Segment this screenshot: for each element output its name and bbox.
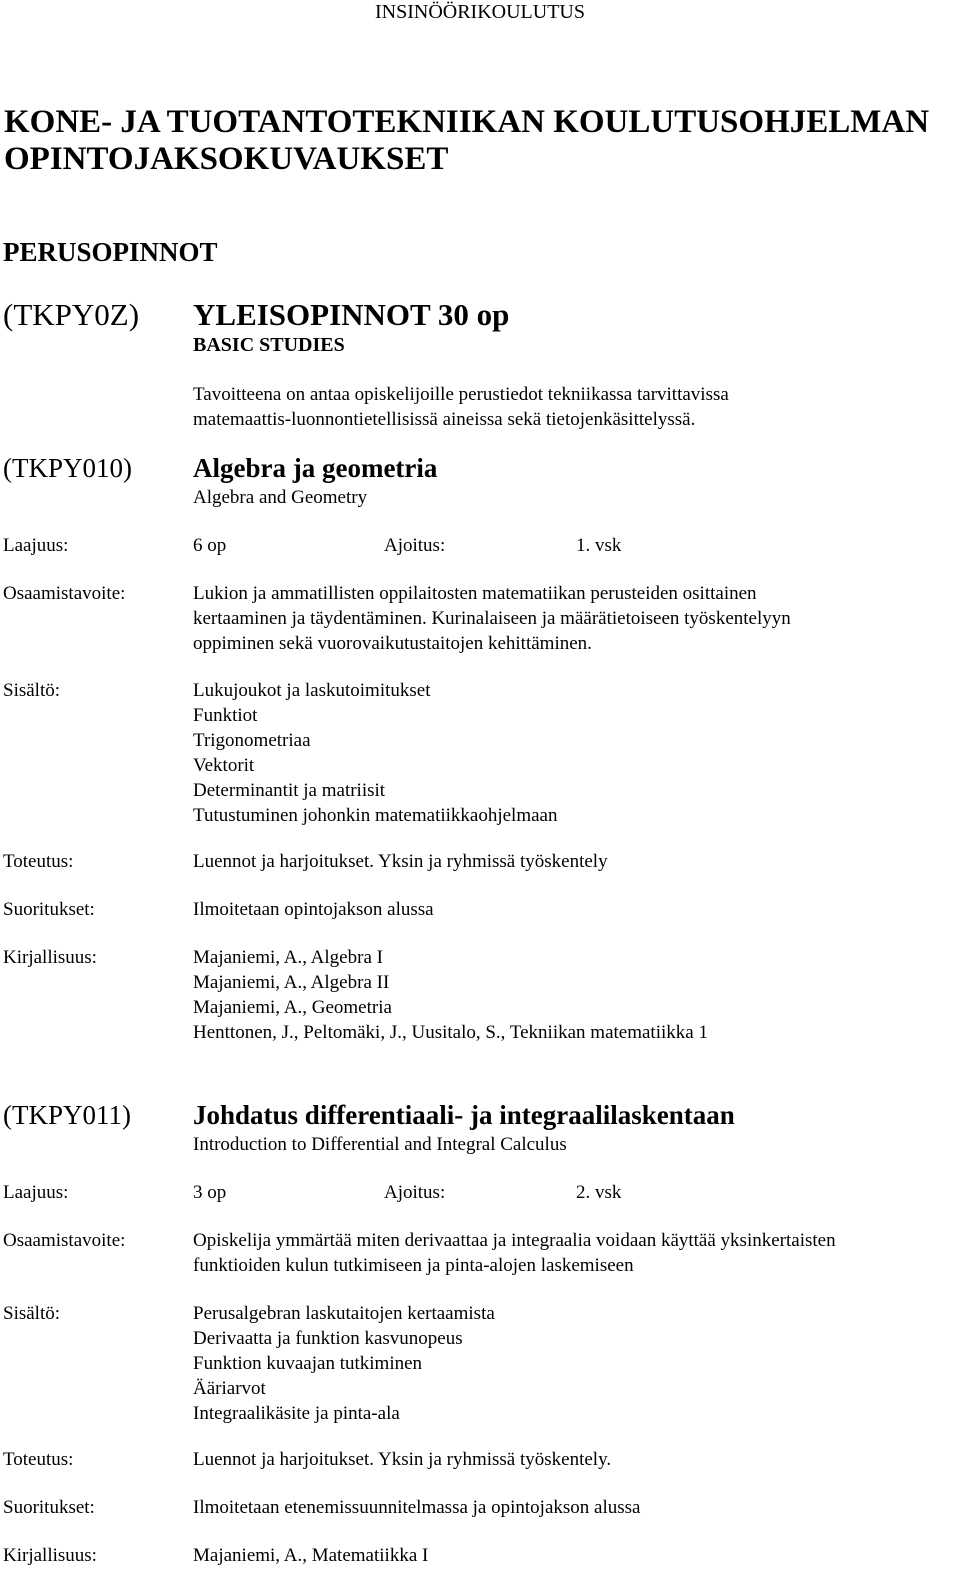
course-title: Algebra ja geometria xyxy=(193,453,438,483)
ajoitus-value: 2. vsk xyxy=(576,1182,622,1203)
osaamistavoite-line: kertaaminen ja täydentäminen. Kurinalaiseen ja määrätietoiseen työskentelyyn xyxy=(193,608,791,629)
sisalto-list xyxy=(193,678,557,828)
sisalto-item: Lukujoukot ja laskutoimitukset xyxy=(193,680,431,701)
kirjallisuus-list xyxy=(193,945,708,1045)
kirjallisuus-item: Majaniemi, A., Matematiikka I xyxy=(193,1545,429,1566)
kirjallisuus-item: Majaniemi, A., Algebra II xyxy=(193,972,390,993)
sisalto-label: Sisältö: xyxy=(3,680,61,701)
kirjallisuus-label: Kirjallisuus: xyxy=(3,1545,97,1566)
ajoitus-value: 1. vsk xyxy=(576,535,622,556)
sisalto-item: Trigonometriaa xyxy=(193,730,311,751)
kirjallisuus-item: Henttonen, J., Peltomäki, J., Uusitalo, S., Tekniikan matematiikka 1 xyxy=(193,1022,708,1043)
course-code: (TKPY011) xyxy=(3,1100,131,1130)
osaamistavoite-text xyxy=(193,581,791,656)
group-title: YLEISOPINNOT 30 op xyxy=(193,297,510,332)
laajuus-value: 6 op xyxy=(193,535,227,556)
document-title-line-1: KONE- JA TUOTANTOTEKNIIKAN KOULUTUSOHJELMAN xyxy=(4,104,930,140)
suoritukset-value: Ilmoitetaan etenemissuunnitelmassa ja opintojakson alussa xyxy=(193,1497,641,1518)
osaamistavoite-line: Lukion ja ammatillisten oppilaitosten matematiikan perusteiden osittainen xyxy=(193,583,757,604)
sisalto-item: Funktiot xyxy=(193,705,258,726)
document-title xyxy=(4,104,929,178)
osaamistavoite-line: funktioiden kulun tutkimiseen ja pinta-alojen laskemiseen xyxy=(193,1255,634,1276)
laajuus-value: 3 op xyxy=(193,1182,227,1203)
osaamistavoite-line: oppiminen sekä vuorovaikutustaitojen kehittäminen. xyxy=(193,633,592,654)
group-code: (TKPY0Z) xyxy=(3,297,140,332)
course-title: Johdatus differentiaali- ja integraalilaskentaan xyxy=(193,1100,735,1130)
kirjallisuus-label: Kirjallisuus: xyxy=(3,947,97,968)
laajuus-label: Laajuus: xyxy=(3,1182,69,1203)
kirjallisuus-item: Majaniemi, A., Geometria xyxy=(193,997,392,1018)
osaamistavoite-text xyxy=(193,1228,836,1278)
sisalto-list xyxy=(193,1301,495,1426)
group-subtitle: BASIC STUDIES xyxy=(193,334,345,356)
toteutus-value: Luennot ja harjoitukset. Yksin ja ryhmissä työskentely. xyxy=(193,1449,612,1470)
sisalto-item: Perusalgebran laskutaitojen kertaamista xyxy=(193,1303,495,1324)
ajoitus-label: Ajoitus: xyxy=(384,1182,446,1203)
osaamistavoite-label: Osaamistavoite: xyxy=(3,583,126,604)
toteutus-value: Luennot ja harjoitukset. Yksin ja ryhmissä työskentely xyxy=(193,851,608,872)
sisalto-item: Integraalikäsite ja pinta-ala xyxy=(193,1403,400,1424)
course-subtitle: Introduction to Differential and Integral Calculus xyxy=(193,1134,567,1155)
sisalto-item: Funktion kuvaajan tutkiminen xyxy=(193,1353,423,1374)
sisalto-item: Derivaatta ja funktion kasvunopeus xyxy=(193,1328,463,1349)
document-title-line-2: OPINTOJAKSOKUVAUKSET xyxy=(4,141,449,177)
ajoitus-label: Ajoitus: xyxy=(384,535,446,556)
sisalto-label: Sisältö: xyxy=(3,1303,61,1324)
kirjallisuus-list xyxy=(193,1543,428,1568)
osaamistavoite-label: Osaamistavoite: xyxy=(3,1230,126,1251)
toteutus-label: Toteutus: xyxy=(3,851,74,872)
toteutus-label: Toteutus: xyxy=(3,1449,74,1470)
sisalto-item: Vektorit xyxy=(193,755,255,776)
course-code: (TKPY010) xyxy=(3,453,132,483)
page-header: INSINÖÖRIKOULUTUS xyxy=(375,1,585,23)
laajuus-label: Laajuus: xyxy=(3,535,69,556)
osaamistavoite-line: Opiskelija ymmärtää miten derivaattaa ja integraalia voidaan käyttää yksinkertaisten xyxy=(193,1230,836,1251)
sisalto-item: Tutustuminen johonkin matematiikkaohjelmaan xyxy=(193,805,558,826)
sisalto-item: Determinantit ja matriisit xyxy=(193,780,386,801)
suoritukset-label: Suoritukset: xyxy=(3,1497,95,1518)
section-title: PERUSOPINNOT xyxy=(3,237,218,267)
suoritukset-value: Ilmoitetaan opintojakson alussa xyxy=(193,899,434,920)
group-description xyxy=(193,382,729,432)
group-description-line: matemaattis-luonnontietellisissä aineissa sekä tietojenkäsittelyssä. xyxy=(193,409,696,430)
kirjallisuus-item: Majaniemi, A., Algebra I xyxy=(193,947,383,968)
course-subtitle: Algebra and Geometry xyxy=(193,487,368,508)
group-description-line: Tavoitteena on antaa opiskelijoille perustiedot tekniikassa tarvittavissa xyxy=(193,384,729,405)
sisalto-item: Ääriarvot xyxy=(193,1378,266,1399)
suoritukset-label: Suoritukset: xyxy=(3,899,95,920)
